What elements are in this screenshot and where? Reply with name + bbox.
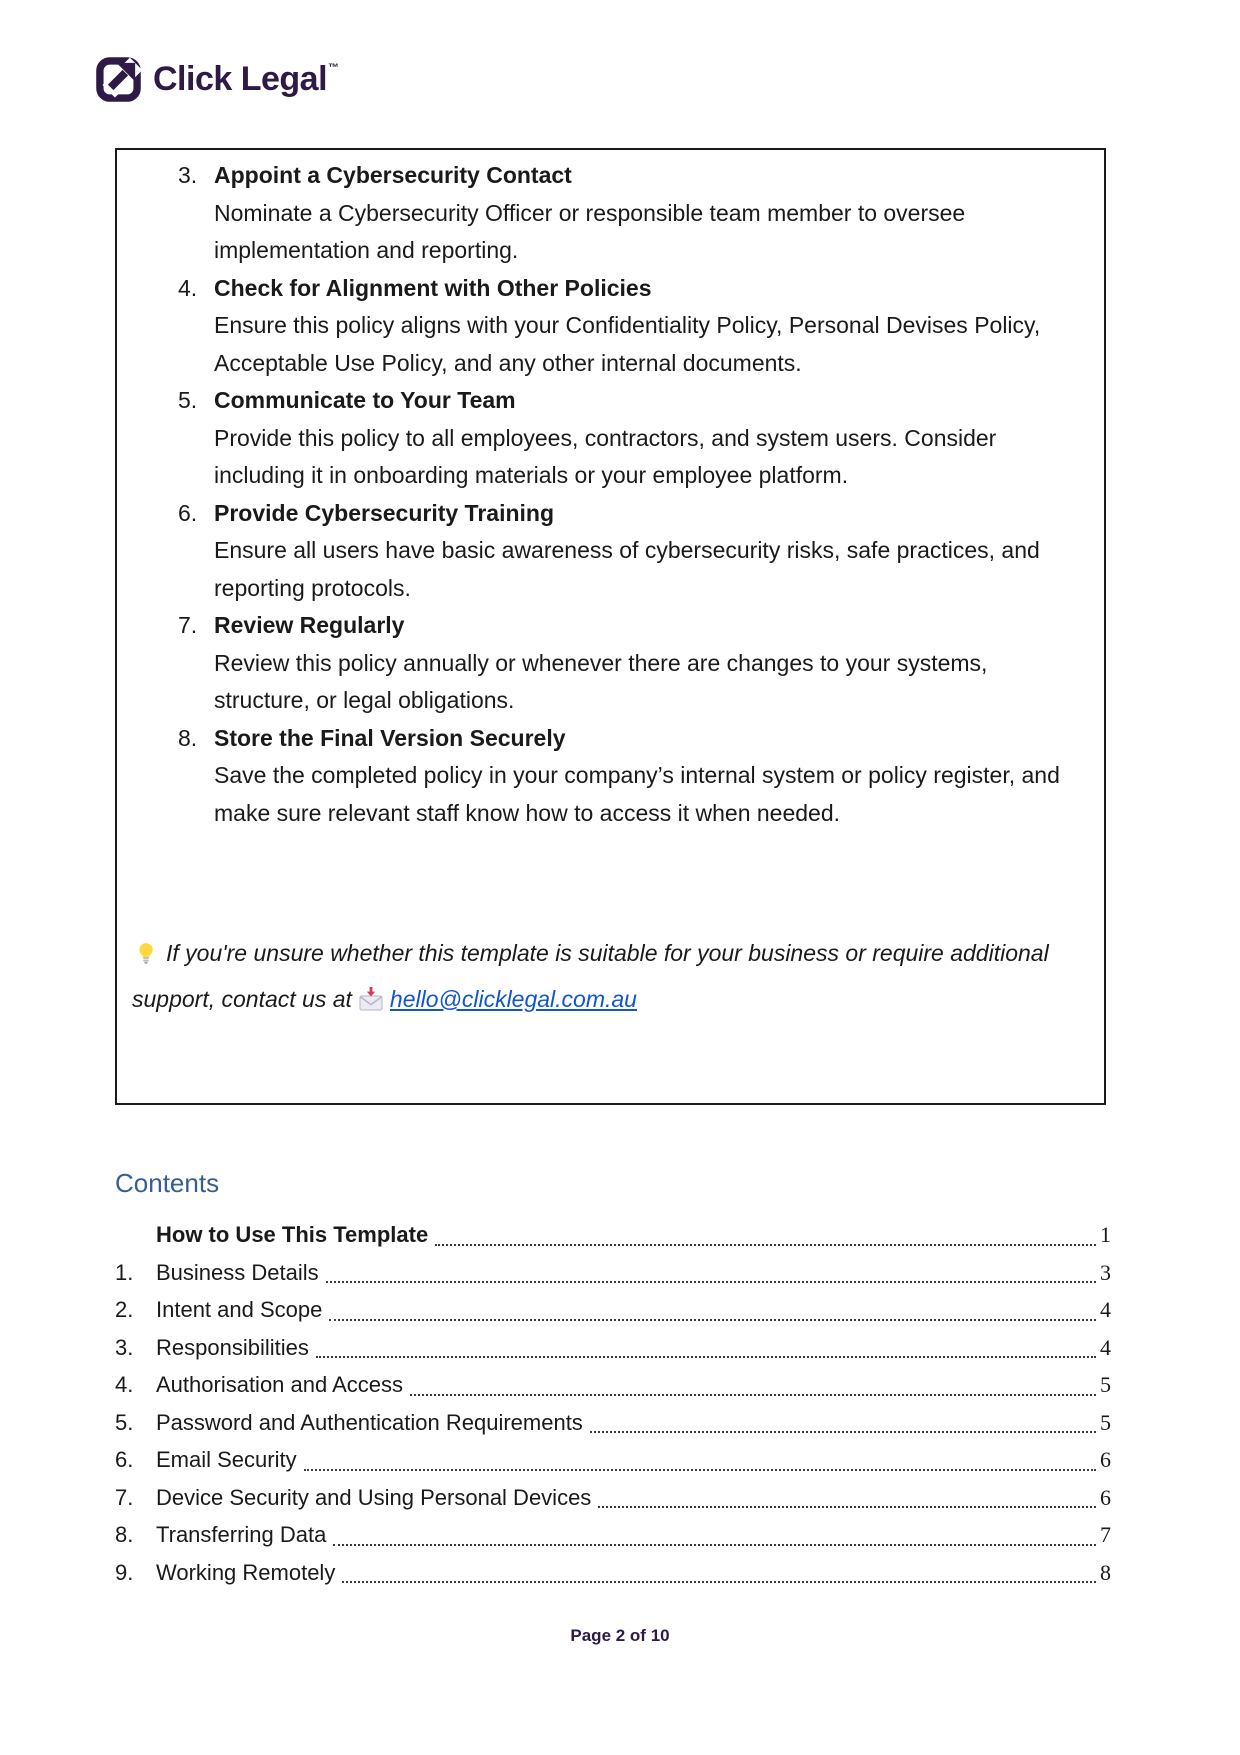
- item-title: Check for Alignment with Other Policies: [214, 274, 652, 301]
- toc-entry-page: 5: [1100, 1409, 1111, 1435]
- table-of-contents: [115, 1216, 1111, 1591]
- list-item: [178, 157, 1068, 270]
- toc-entry-page: 6: [1100, 1484, 1111, 1510]
- toc-entry-page: 6: [1100, 1447, 1111, 1472]
- toc-entry-number: 7.: [115, 1484, 134, 1510]
- toc-entry: [115, 1441, 1111, 1479]
- dot-leader: [304, 1469, 1096, 1471]
- page-footer: Page 2 of 10: [570, 1626, 670, 1645]
- item-title: Provide Cybersecurity Training: [214, 499, 555, 526]
- dot-leader: [598, 1506, 1096, 1508]
- toc-entry-title: Responsibilities: [156, 1334, 309, 1360]
- toc-entry-number: 1.: [115, 1259, 134, 1285]
- toc-entry-page: 4: [1100, 1297, 1111, 1322]
- toc-entry-number: 8.: [115, 1522, 134, 1547]
- toc-entry-title: Transferring Data: [156, 1522, 327, 1547]
- toc-entry: [115, 1516, 1111, 1554]
- tip-note: [132, 930, 1068, 1022]
- toc-entry: [115, 1554, 1111, 1592]
- dot-leader: [329, 1319, 1096, 1321]
- toc-entry-page: 5: [1100, 1372, 1111, 1397]
- toc-entry-page: 1: [1100, 1222, 1111, 1247]
- tip-text: If you're unsure whether this template is suitable for your business or require additional support, contact us at: [132, 940, 1049, 1012]
- toc-entry-number: 6.: [115, 1447, 134, 1472]
- toc-entry-title: Business Details: [156, 1259, 319, 1285]
- list-item: [178, 607, 1068, 720]
- list-item: [178, 382, 1068, 495]
- howto-list: [130, 157, 1068, 832]
- list-item: [178, 270, 1068, 383]
- brand-logo: [95, 56, 339, 103]
- brand-name: [153, 60, 339, 99]
- item-body: Ensure all users have basic awareness of cybersecurity risks, safe practices, and reporting protocols.: [214, 537, 1040, 601]
- toc-entry-title: How to Use This Template: [156, 1222, 429, 1247]
- toc-entry-page: 8: [1100, 1559, 1111, 1585]
- trademark-symbol: ™: [328, 62, 339, 74]
- toc-entry-number: 2.: [115, 1297, 134, 1322]
- item-title: Communicate to Your Team: [214, 387, 516, 413]
- toc-entry-number: 9.: [115, 1559, 134, 1585]
- dot-leader: [435, 1244, 1096, 1246]
- item-number: 4.: [178, 274, 198, 301]
- lightbulb-icon: [134, 941, 158, 965]
- list-item: [178, 495, 1068, 608]
- toc-entry-page: 4: [1100, 1334, 1111, 1360]
- toc-entry-title: Password and Authentication Requirements: [156, 1409, 583, 1435]
- dot-leader: [326, 1281, 1096, 1283]
- dot-leader: [590, 1431, 1096, 1433]
- toc-entry: [115, 1216, 1111, 1254]
- arrow-up-right-icon: [95, 56, 142, 103]
- toc-entry-number: 4.: [115, 1372, 134, 1397]
- item-body: Save the completed policy in your company’s internal system or policy register, and make sure relevant staff know how to access it when needed.: [214, 762, 1060, 826]
- item-body: Review this policy annually or whenever there are changes to your systems, structure, or legal obligations.: [214, 649, 988, 713]
- toc-entry-page: 3: [1100, 1259, 1111, 1285]
- dot-leader: [342, 1581, 1096, 1583]
- howto-box: [115, 148, 1106, 1105]
- toc-entry-number: 3.: [115, 1334, 134, 1360]
- toc-entry-title: Authorisation and Access: [156, 1372, 404, 1397]
- toc-entry-page: 7: [1100, 1522, 1111, 1547]
- item-body: Provide this policy to all employees, contractors, and system users. Consider including it in onboarding materials or your employee platform.: [214, 424, 997, 488]
- toc-entry-title: Working Remotely: [156, 1559, 336, 1585]
- item-title: Appoint a Cybersecurity Contact: [214, 162, 572, 188]
- item-title: Store the Final Version Securely: [214, 724, 566, 751]
- list-item: [178, 720, 1068, 833]
- email-link[interactable]: hello@clicklegal.com.au: [389, 986, 637, 1012]
- toc-entry-title: Email Security: [156, 1447, 297, 1472]
- toc-entry: [115, 1479, 1111, 1517]
- toc-entry: [115, 1254, 1111, 1292]
- toc-entry-number: 5.: [115, 1409, 134, 1435]
- item-body: Ensure this policy aligns with your Confidentiality Policy, Personal Devises Policy, Acceptable Use Policy, and any other internal documents.: [214, 312, 1041, 376]
- toc-entry-title: Intent and Scope: [156, 1297, 323, 1322]
- toc-entry-title: Device Security and Using Personal Devices: [156, 1484, 592, 1510]
- brand-name-text: Click Legal: [153, 60, 328, 98]
- toc-entry: [115, 1366, 1111, 1404]
- dot-leader: [333, 1544, 1096, 1546]
- item-number: 6.: [178, 499, 198, 526]
- item-title: Review Regularly: [214, 612, 405, 638]
- envelope-with-arrow-icon: [358, 986, 384, 1012]
- dot-leader: [410, 1394, 1096, 1396]
- item-number: 7.: [178, 612, 198, 638]
- toc-entry: [115, 1291, 1111, 1329]
- toc-entry: [115, 1404, 1111, 1442]
- item-number: 5.: [178, 387, 198, 413]
- item-number: 3.: [178, 162, 198, 188]
- item-body: Nominate a Cybersecurity Officer or responsible team member to oversee implementation and reporting.: [214, 199, 966, 263]
- contents-heading: Contents: [115, 1168, 220, 1198]
- dot-leader: [316, 1356, 1096, 1358]
- item-number: 8.: [178, 724, 198, 751]
- toc-entry: [115, 1329, 1111, 1367]
